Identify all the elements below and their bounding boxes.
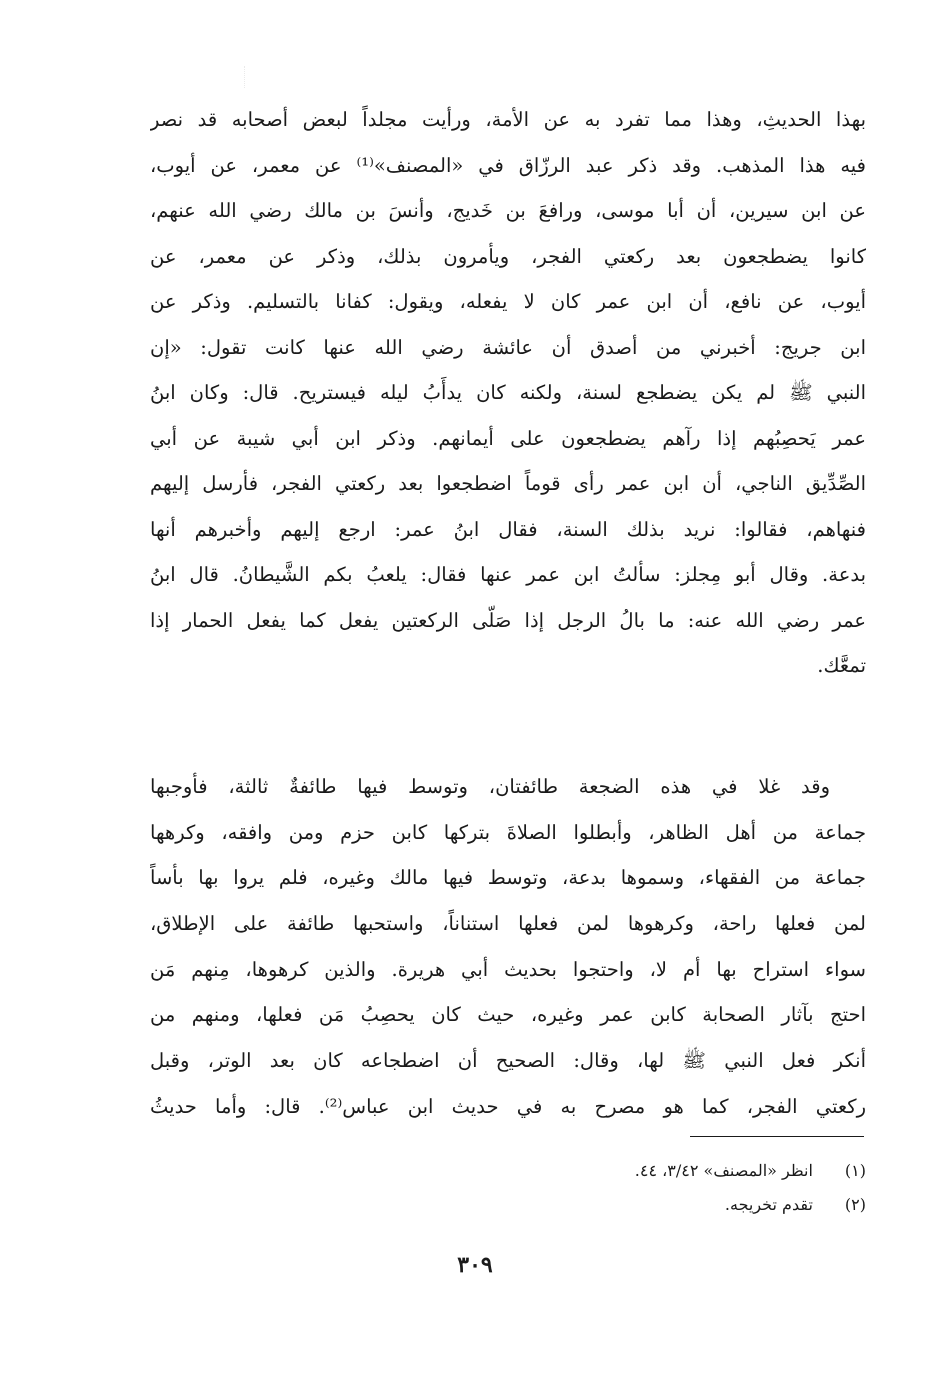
text-line: ركعتي الفجر، كما هو مصرح به في حديث ابن عباس⁽²⁾. قال: وأما حديثُ xyxy=(150,1094,866,1118)
text-line: النبي ﷺ لم يكن يضطجع لسنة، ولكنه كان يدأَبُ ليله فيستريح. قال: وكان ابنُ xyxy=(150,381,866,404)
text-line: كانوا يضطجعون بعد ركعتي الفجر، ويأمرون بذلك، وذكر عن معمر، عن xyxy=(150,244,866,268)
text-line: عمر يَحصِبُهم إذا رآهم يضطجعون على أيمانهم. وذكر ابن أبي شيبة عن أبي xyxy=(150,426,866,450)
text-line: بهذا الحديثِ، وهذا مما تفرد به عن الأمة، ورأيت مجلداً لبعض أصحابه قد نصر xyxy=(150,108,866,131)
body-paragraph-2 xyxy=(150,764,866,1130)
text-line: سواء استراح بها أم لا، واحتجوا بحديث أبي هريرة. والذين كرهوها، مِنهم مَن xyxy=(150,957,866,981)
text-line: فيه هذا المذهب. وقد ذكر عبد الرزّاق في «المصنف»⁽¹⁾ عن معمر، عن أيوب، xyxy=(150,153,866,177)
text-line: عمر رضي الله عنه: ما بالُ الرجل إذا صَلّى الركعتين يفعل كما يفعل الحمار إذا xyxy=(150,608,866,632)
text-line: الصِّدِّيق الناجي، أن ابن عمر رأى قوماً اضطجعوا بعد ركعتي الفجر، فأرسل إليهم xyxy=(150,472,866,495)
footnote-divider xyxy=(690,1136,864,1137)
text-line: فنهاهم، فقالوا: نريد بذلك السنة، فقال ابنُ عمر: ارجع إليهم وأخبرهم أنها xyxy=(150,517,866,541)
footnotes xyxy=(400,1154,866,1222)
text-line: ابن جريج: أخبرني من أصدق أن عائشة رضي الله عنها كانت تقول: «إن xyxy=(150,335,866,359)
footnote-1 xyxy=(400,1154,866,1188)
text-line: أنكر فعل النبي ﷺ لها، وقال: الصحيح أن اضطجاعه كان بعد الوتر، وقبل xyxy=(150,1049,866,1073)
page-number: ٣٠٩ xyxy=(457,1252,493,1278)
text-line: لمن فعلها راحة، وكرهوها لمن فعلها استناناً، واستحبها طائفة على الإطلاق، xyxy=(150,912,866,936)
text-line: احتج بآثار الصحابة كابن عمر وغيره، حيث كان يحصِبُ مَن فعلها، ومنهم من xyxy=(150,1003,866,1027)
text-line: بدعة. وقال أبو مِجلز: سألتُ ابن عمر عنها فقال: يلعبُ بكم الشَّيطانُ. قال ابنُ xyxy=(150,563,866,586)
footnote-text: انظر «المصنف» ٣/٤٢، ٤٤. xyxy=(634,1161,813,1180)
footnote-number: (١) xyxy=(844,1161,866,1180)
text-line: عن ابن سيرين، أن أبا موسى، ورافعَ بن خَديج، وأنسَ بن مالك رضي الله عنهم، xyxy=(150,199,866,222)
footnote-text: تقدم تخريجه. xyxy=(724,1195,813,1214)
text-line: أيوب، عن نافع، أن ابن عمر كان لا يفعله، ويقول: كفانا بالتسليم. وذكر عن xyxy=(150,290,866,313)
footnote-number: (٢) xyxy=(844,1195,866,1214)
text-line: جماعة من الفقهاء، وسموها بدعة، وتوسط فيها مالك وغيره، فلم يروا بها بأساً xyxy=(150,866,866,890)
text-line: جماعة من أهل الظاهر، وأبطلوا الصلاةَ بتركها كابن حزم ومن وافقه، وكرهها xyxy=(150,820,866,844)
footnote-2 xyxy=(400,1188,866,1222)
text-line: وقد غلا في هذه الضجعة طائفتان، وتوسط فيها طائفةٌ ثالثة، فأوجبها xyxy=(150,775,830,798)
text-line: تمعَّك. xyxy=(817,654,866,677)
body-paragraph-1 xyxy=(150,97,866,689)
scan-speck xyxy=(244,66,248,88)
